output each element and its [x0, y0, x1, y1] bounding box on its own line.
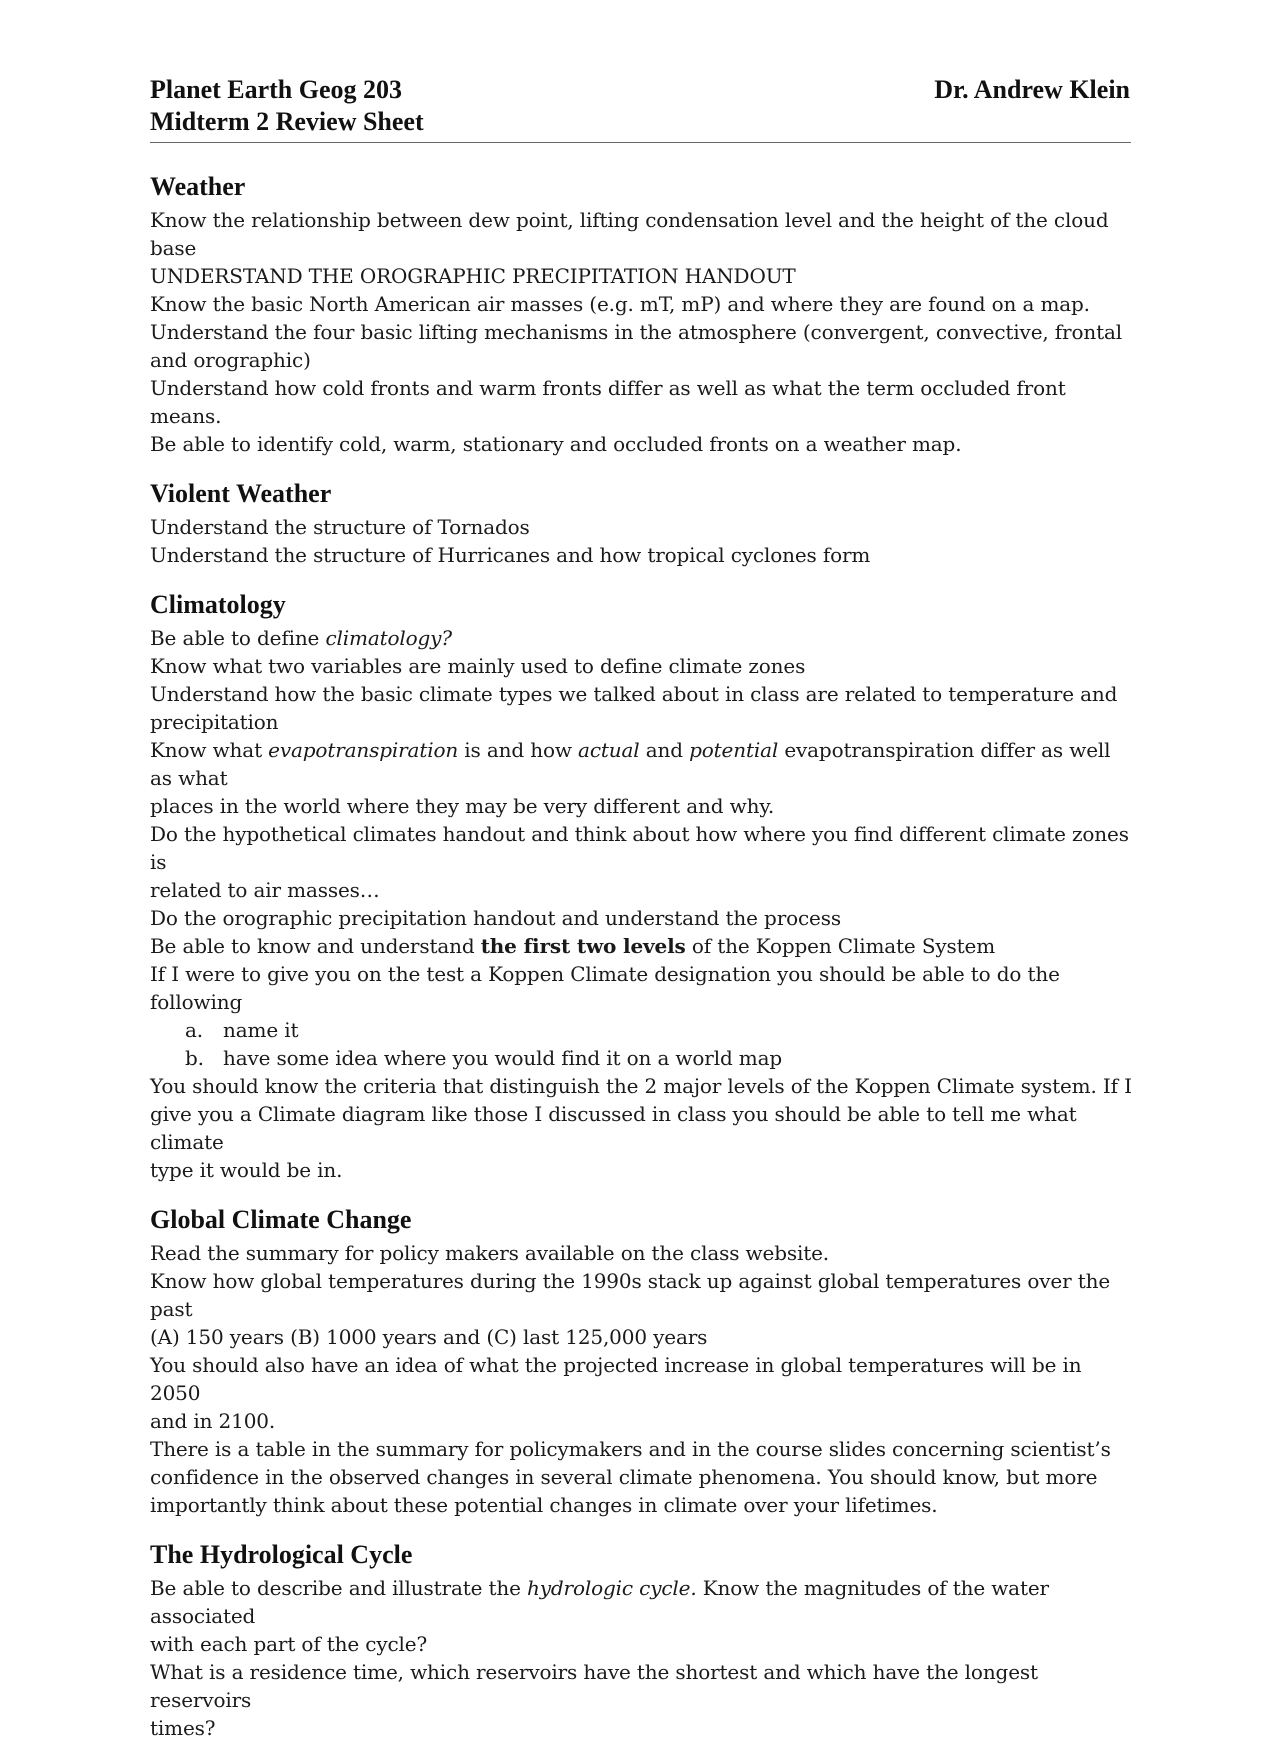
- text-line: Know how global temperatures during the 1990s stack up against global temperatures over the past: [150, 1269, 1111, 1321]
- italic-term: actual: [578, 738, 640, 762]
- text-line: Know the basic North American air masses (e.g. mT, mP) and where they are found on a map.: [150, 292, 1090, 316]
- text-line: type it would be in.: [150, 1158, 343, 1182]
- header-divider: [150, 142, 1131, 143]
- text-line: You should know the criteria that distinguish the 2 major levels of the Koppen Climate system. If I: [150, 1074, 1132, 1098]
- text-line: Be able to know and understand the first two levels of the Koppen Climate System: [150, 934, 996, 958]
- italic-term: evapotranspiration: [268, 738, 459, 762]
- text-line: Understand the structure of Tornados: [150, 515, 530, 539]
- text-line: You should also have an idea of what the projected increase in global temperatures will be in 2050: [150, 1353, 1082, 1405]
- text-line: Be able to identify cold, warm, stationary and occluded fronts on a weather map.: [150, 432, 962, 456]
- text-line: with each part of the cycle?: [150, 1632, 428, 1656]
- document-title: Midterm 2 Review Sheet: [150, 107, 424, 136]
- italic-term: climatology?: [325, 626, 452, 650]
- text-line: If I were to give you on the test a Koppen Climate designation you should be able to do the: [150, 962, 1060, 986]
- text-line: Do the orographic precipitation handout and understand the process: [150, 906, 841, 930]
- text-line: Be able to define climatology?: [150, 626, 452, 650]
- text-line: and orographic): [150, 348, 311, 372]
- text-line: There is a table in the summary for policymakers and in the course slides concerning scientist’s: [150, 1437, 1111, 1461]
- italic-term: potential: [689, 738, 779, 762]
- text-line: Know what two variables are mainly used to define climate zones: [150, 654, 806, 678]
- section-heading: Global Climate Change: [150, 1205, 412, 1234]
- text-line: Understand the structure of Hurricanes and how tropical cyclones form: [150, 543, 871, 567]
- text-line: Understand how cold fronts and warm fronts differ as well as what the term occluded front means.: [150, 376, 1066, 428]
- text-line: Know the relationship between dew point, lifting condensation level and the height of the cloud: [150, 208, 1109, 232]
- text-line: places in the world where they may be very different and why.: [150, 794, 775, 818]
- italic-term: hydrologic cycle.: [527, 1576, 697, 1600]
- section-global-climate-change: [150, 1201, 1135, 1519]
- list-item: b. have some idea where you would find it on a world map: [185, 1046, 783, 1070]
- text-line: UNDERSTAND THE OROGRAPHIC PRECIPITATION HANDOUT: [150, 264, 796, 288]
- text-line: What is a residence time, which reservoirs have the shortest and which have the longest reservoirs: [150, 1660, 1038, 1712]
- course-title: Planet Earth Geog 203: [150, 75, 403, 104]
- text-line: times?: [150, 1716, 216, 1740]
- text-line: Be able to describe and illustrate the hydrologic cycle. Know the magnitudes of the water associated: [150, 1576, 1049, 1628]
- bold-term: the first two levels: [480, 934, 686, 958]
- text-line: Read the summary for policy makers available on the class website.: [150, 1241, 829, 1265]
- text-line: confidence in the observed changes in several climate phenomena. You should know, but more: [150, 1465, 1098, 1489]
- text-line: give you a Climate diagram like those I discussed in class you should be able to tell me what climate: [150, 1102, 1077, 1154]
- section-weather: [150, 168, 1135, 458]
- section-climatology: [150, 586, 1135, 1184]
- text-line: precipitation: [150, 710, 279, 734]
- section-violent-weather: [150, 475, 1135, 569]
- text-line: importantly think about these potential changes in climate over your lifetimes.: [150, 1493, 938, 1517]
- document-header: [150, 74, 1130, 138]
- list-item: a. name it: [185, 1018, 299, 1042]
- section-heading: Violent Weather: [150, 479, 332, 508]
- text-line: and in 2100.: [150, 1409, 276, 1433]
- instructor-name: Dr. Andrew Klein: [934, 75, 1130, 104]
- text-line: Understand the four basic lifting mechanisms in the atmosphere (convergent, convective, frontal: [150, 320, 1122, 344]
- section-heading: The Hydrological Cycle: [150, 1540, 413, 1569]
- section-hydrological-cycle: [150, 1536, 1135, 1742]
- text-line: Do the hypothetical climates handout and think about how where you find different climate zones is: [150, 822, 1129, 874]
- text-line: (A) 150 years (B) 1000 years and (C) last 125,000 years: [150, 1325, 708, 1349]
- text-line: base: [150, 236, 197, 260]
- section-heading: Weather: [150, 172, 246, 201]
- document-body: [150, 168, 1135, 1759]
- section-heading: Climatology: [150, 590, 286, 619]
- text-line: related to air masses…: [150, 878, 380, 902]
- text-line: Know what evapotranspiration is and how actual and potential evapotranspiration differ as well as what: [150, 738, 1111, 790]
- text-line: Understand how the basic climate types we talked about in class are related to temperature and: [150, 682, 1118, 706]
- text-line: following: [150, 990, 243, 1014]
